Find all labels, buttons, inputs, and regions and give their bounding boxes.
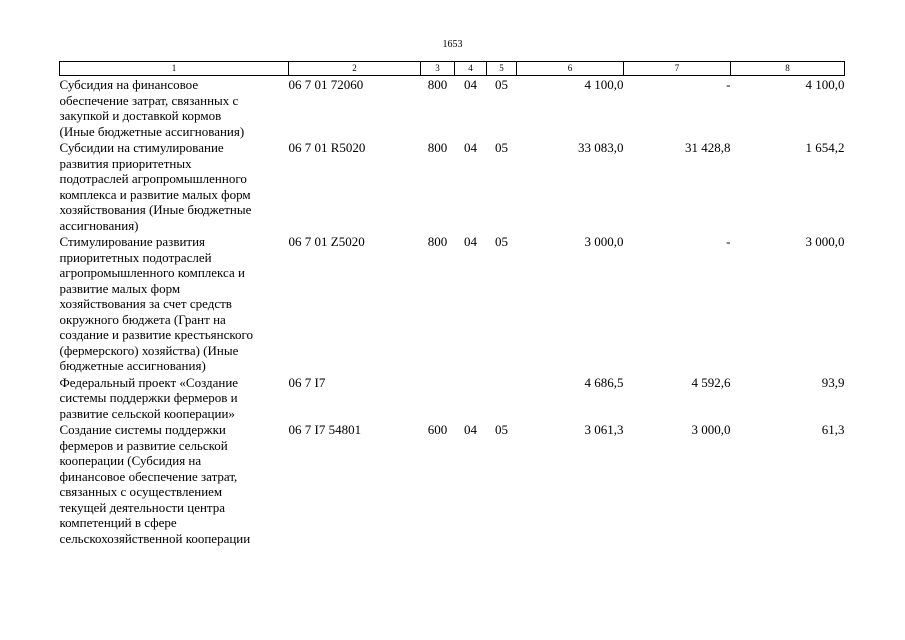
row-regional-amount: 1 654,2 [805, 140, 845, 155]
row-expense-type: 800 [427, 77, 448, 92]
row-code: 06 7 I7 54801 [288, 422, 362, 437]
column-header-6: 6 [517, 62, 624, 76]
row-subsection [487, 374, 517, 422]
row-name-line: развития приоритетных [59, 155, 192, 171]
row-total-amount: 3 000,0 [584, 234, 624, 249]
row-name-line: создание и развитие крестьянского [59, 327, 254, 342]
row-code: 06 7 I7 [288, 374, 326, 390]
page-number: 1653 [442, 39, 463, 50]
table-row [60, 374, 845, 422]
column-header-7: 7 [624, 62, 731, 76]
row-name-line: финансовое обеспечение затрат, [59, 468, 238, 484]
row-name-line: Субсидии на стимулирование [59, 140, 224, 155]
row-regional-amount: 4 100,0 [805, 77, 845, 92]
row-federal-amount: - [726, 77, 731, 92]
row-name-line: развитие малых форм [59, 280, 181, 296]
column-header-8: 8 [731, 62, 845, 76]
row-expense-type [421, 374, 455, 422]
row-name [60, 374, 289, 422]
row-total-amount: 4 100,0 [584, 77, 624, 92]
row-name-line: ассигнования) [59, 217, 139, 233]
row-name-line: развитие сельской кооперации» [59, 405, 235, 421]
row-name-line: (фермерского) хозяйства) (Иные [59, 342, 239, 358]
row-section: 04 [464, 422, 477, 437]
row-code: 06 7 01 72060 [288, 77, 364, 92]
row-name-line: Создание системы поддержки [59, 422, 226, 437]
row-regional-amount: 61,3 [821, 422, 845, 437]
row-total-amount: 33 083,0 [578, 140, 624, 155]
row-name [60, 233, 289, 374]
column-header-2: 2 [289, 62, 421, 76]
row-name [60, 76, 289, 140]
budget-table [59, 61, 845, 546]
row-name-line: компетенций в сфере [59, 515, 177, 530]
row-total-amount: 3 061,3 [584, 422, 624, 437]
row-name-line: агропромышленного комплекса и [59, 265, 245, 280]
row-regional-amount: 3 000,0 [805, 234, 845, 249]
row-federal-amount: 3 000,0 [691, 422, 731, 437]
row-name-line: обеспечение затрат, связанных с [59, 92, 239, 108]
row-name-line: закупкой и доставкой кормов [59, 108, 222, 123]
table-row [60, 421, 845, 546]
column-header-3: 3 [421, 62, 455, 76]
table-header [60, 62, 845, 76]
row-name-line: системы поддержки фермеров и [59, 390, 238, 405]
row-subsection: 05 [495, 234, 508, 249]
row-code: 06 7 01 Z5020 [288, 234, 365, 249]
row-name-line: хозяйствования за счет средств [59, 296, 232, 311]
row-name-line: Субсидия на финансовое [59, 77, 199, 92]
row-regional-amount: 93,9 [821, 374, 845, 390]
row-name-line: сельскохозяйственной кооперации [59, 530, 251, 546]
row-name-line: Федеральный проект «Создание [59, 374, 239, 390]
column-numbers-row [60, 62, 845, 76]
row-name-line: связанных с осуществлением [59, 484, 223, 499]
row-name-line: (Иные бюджетные ассигнования) [59, 123, 245, 139]
row-section: 04 [464, 140, 477, 155]
table-row [60, 139, 845, 233]
row-code: 06 7 01 R5020 [288, 140, 366, 155]
table-row [60, 233, 845, 374]
row-name [60, 139, 289, 233]
row-name-line: кооперации (Субсидия на [59, 453, 202, 468]
row-name [60, 421, 289, 546]
row-name-line: комплекса и развитие малых форм [59, 186, 251, 202]
row-section [455, 374, 487, 422]
row-section: 04 [464, 77, 477, 92]
row-subsection: 05 [495, 422, 508, 437]
row-expense-type: 800 [427, 234, 448, 249]
row-name-line: окружного бюджета (Грант на [59, 311, 226, 327]
row-subsection: 05 [495, 77, 508, 92]
column-header-4: 4 [455, 62, 487, 76]
row-name-line: приоритетных подотраслей [59, 249, 212, 265]
row-name-line: подотраслей агропромышленного [59, 171, 247, 186]
row-total-amount: 4 686,5 [584, 374, 624, 390]
row-expense-type: 800 [427, 140, 448, 155]
row-section: 04 [464, 234, 477, 249]
row-expense-type: 600 [427, 422, 448, 437]
row-subsection: 05 [495, 140, 508, 155]
column-header-1: 1 [60, 62, 289, 76]
column-header-5: 5 [487, 62, 517, 76]
row-federal-amount: 4 592,6 [691, 374, 731, 390]
row-name-line: бюджетные ассигнования) [59, 358, 206, 373]
row-name-line: хозяйствования (Иные бюджетные [59, 202, 252, 217]
row-federal-amount: - [726, 234, 731, 249]
row-name-line: фермеров и развитие сельской [59, 437, 228, 453]
table-row [60, 76, 845, 140]
table-body [60, 76, 845, 547]
row-name-line: текущей деятельности центра [59, 499, 226, 515]
row-name-line: Стимулирование развития [59, 234, 206, 249]
row-federal-amount: 31 428,8 [685, 140, 731, 155]
